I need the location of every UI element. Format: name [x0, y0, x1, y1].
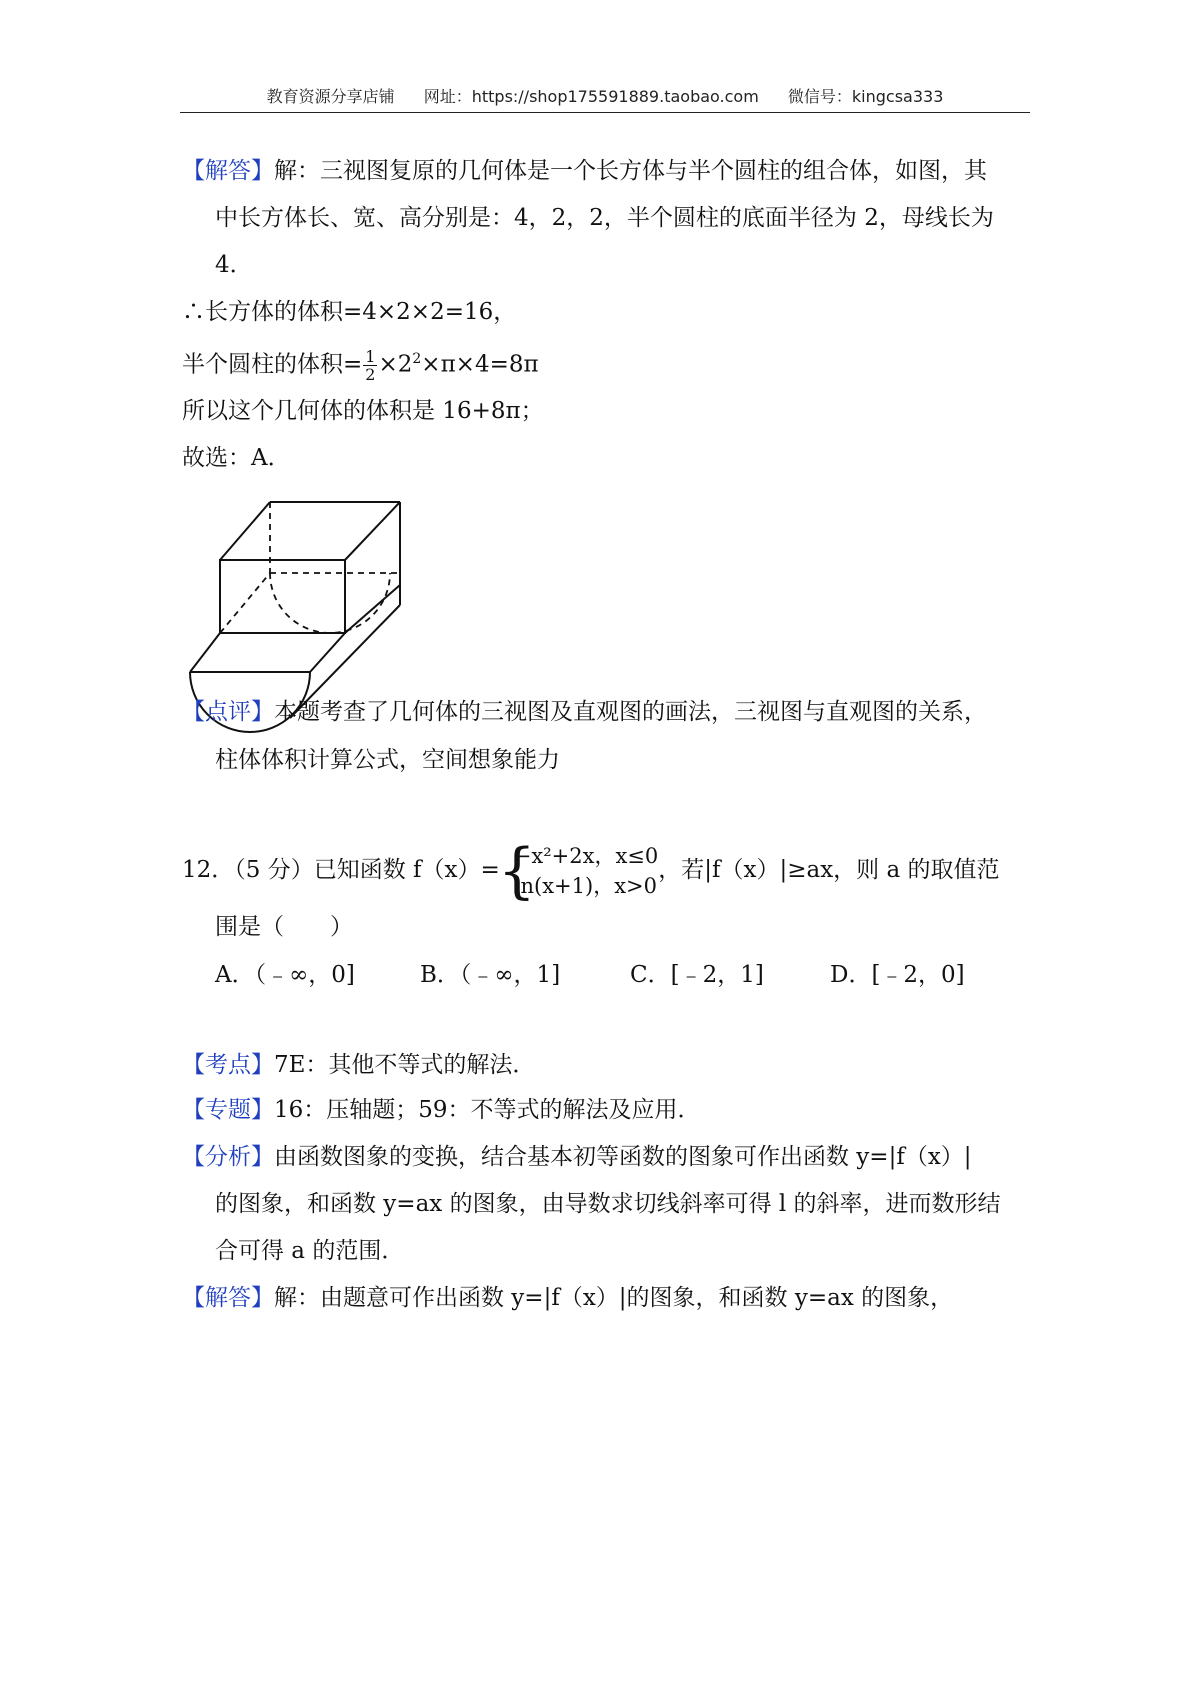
comment-tag: 【点评】 [182, 699, 274, 725]
solution-line-6: 所以这个几何体的体积是 16+8π； [182, 398, 544, 424]
fraction-one-half: $\frac{1}{2}$ [365, 347, 376, 385]
fenxi-line-3: 合可得 a 的范围． [215, 1238, 405, 1264]
solution-line-3: 4． [215, 252, 253, 278]
solution-2-line: 【解答】解：由题意可作出函数 y=|f（x）|的图象，和函数 y=ax 的图象， [182, 1285, 954, 1311]
comment-line-1: 【点评】本题考查了几何体的三视图及直观图的画法，三视图与直观图的关系， [182, 699, 987, 725]
answer-tag: 【解答】 [182, 158, 274, 184]
wechat-text: 微信号：kingcsa333 [787, 87, 944, 106]
solution-line-7: 故选：A． [182, 445, 291, 471]
question-12-options [215, 960, 965, 990]
solution-line-1: 【解答】解：三视图复原的几何体是一个长方体与半个圆柱的组合体，如图，其 [182, 158, 987, 184]
kaodian-tag: 【考点】 [182, 1052, 274, 1078]
option-b: B．（﹣∞，1] [420, 962, 561, 988]
page-header [180, 84, 1030, 107]
option-d: D．[﹣2，0] [830, 962, 965, 988]
fenxi-line-2: 的图象，和函数 y=ax 的图象，由导数求切线斜率可得 l 的斜率，进而数形结 [215, 1191, 1001, 1217]
solution-line-5: 半个圆柱的体积= $\frac{1}{2}$ $\times 2^2\times\pi\times 4=8\pi$ [182, 347, 539, 385]
option-a: A．（﹣∞，0] [215, 962, 355, 988]
option-c: C．[﹣2，1] [630, 962, 764, 988]
solution-line-4: ∴长方体的体积=4×2×2=16， [182, 299, 517, 325]
question-12-line-1: 12．（5 分）已知函数 f（x）= { −x²+2x，x≤0 ln(x+1)，x>0 ，若|f（x）|≥ax，则 a 的取值范 [182, 836, 1000, 906]
comment-line-2: 柱体体积计算公式，空间想象能力 [215, 747, 560, 773]
kaodian-line: 【考点】7E：其他不等式的解法． [182, 1052, 536, 1078]
url-text: 网址：https://shop175591889.taobao.com [423, 87, 759, 106]
solution-line-2: 中长方体长、宽、高分别是：4，2，2，半个圆柱的底面半径为 2，母线长为 [215, 205, 994, 231]
zhuanti-tag: 【专题】 [182, 1097, 274, 1123]
header-rule [180, 112, 1030, 113]
answer-tag-2: 【解答】 [182, 1285, 274, 1311]
zhuanti-line: 【专题】16：压轴题；59：不等式的解法及应用． [182, 1097, 701, 1123]
piecewise-function: { −x²+2x，x≤0 ln(x+1)，x>0 [497, 836, 659, 906]
fenxi-tag: 【分析】 [182, 1144, 274, 1170]
question-12-line-2: 围是（ ） [215, 914, 353, 940]
fenxi-line-1: 【分析】由函数图象的变换，结合基本初等函数的图象可作出函数 y=|f（x）| [182, 1144, 972, 1170]
shop-name: 教育资源分享店铺 [266, 87, 395, 106]
